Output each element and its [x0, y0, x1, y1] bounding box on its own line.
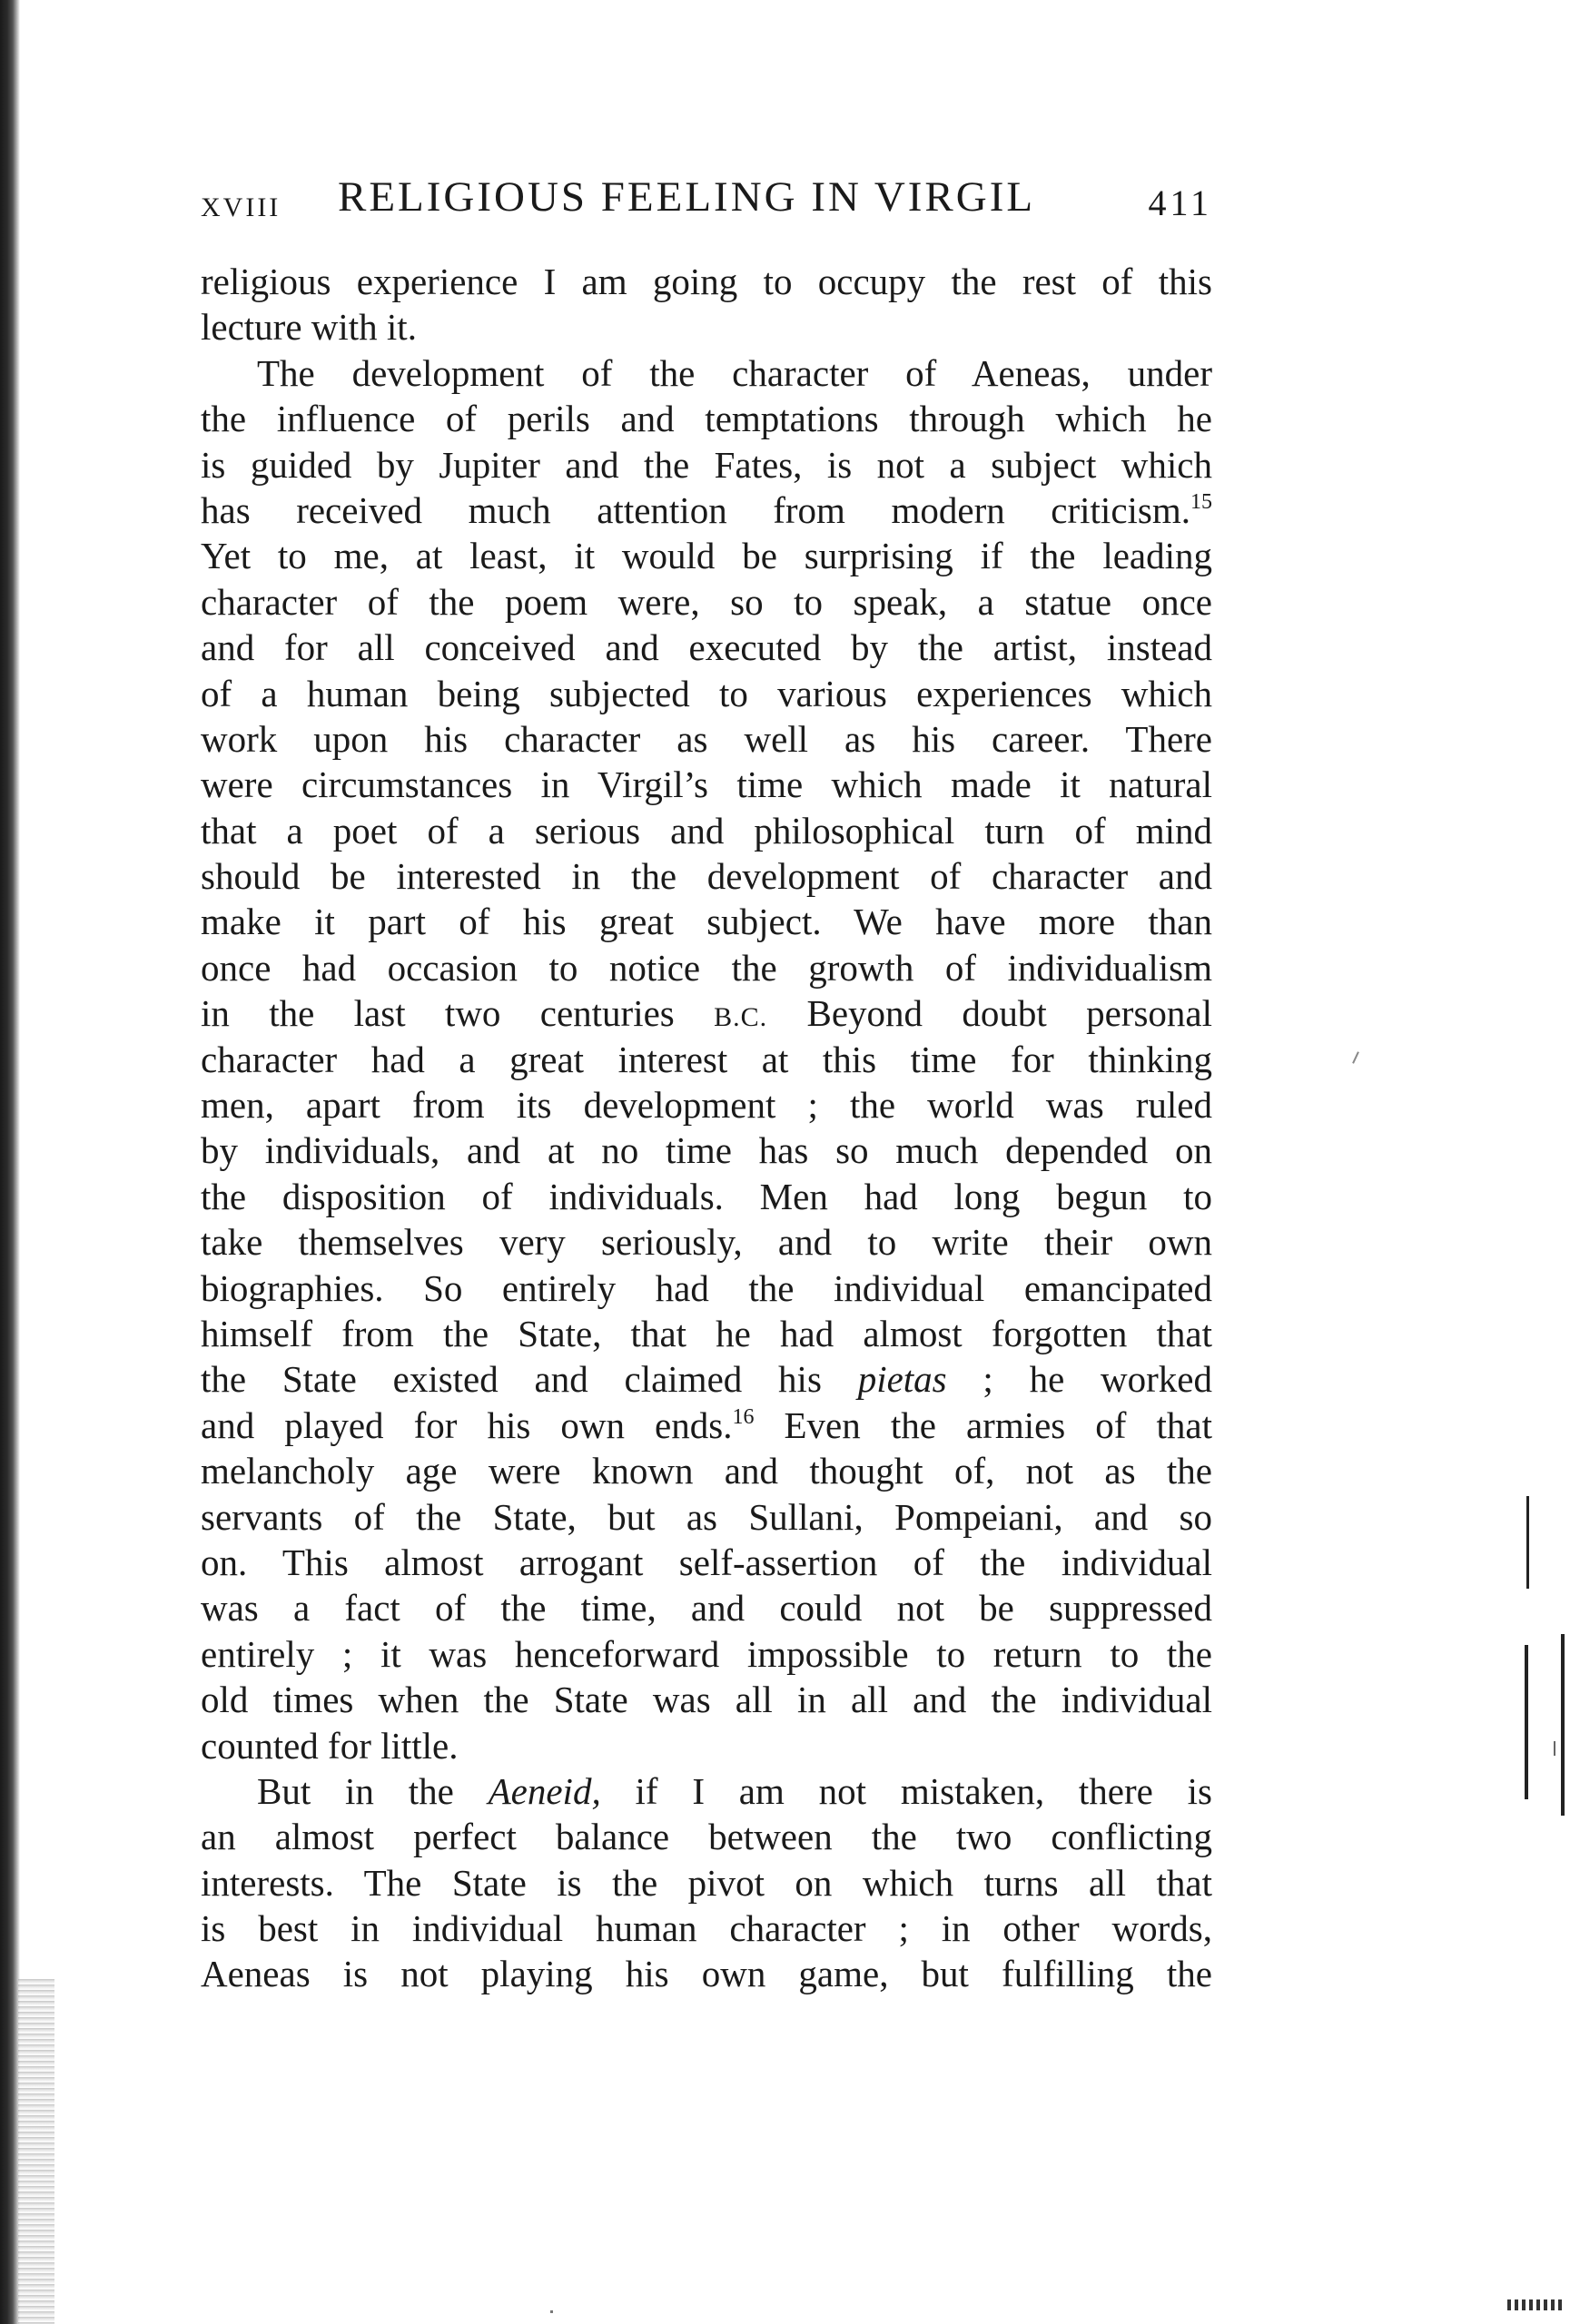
page-header: [201, 172, 1212, 236]
margin-mark: [1525, 1645, 1528, 1799]
text-line: biographies. So entirely had the individual emancipated: [201, 1266, 1212, 1309]
margin-mark: [1352, 1051, 1359, 1064]
text-line: Aeneas is not playing his own game, but fulfilling the: [201, 1953, 1212, 1995]
text-line: and for all conceived and executed by the artist, instead: [201, 626, 1212, 669]
italic-pietas: pietas: [857, 1358, 947, 1401]
margin-mark: [1561, 1634, 1565, 1816]
text-line: servants of the State, but as Sullani, Pompeiani, and so: [201, 1495, 1212, 1538]
text-line: [201, 1403, 1212, 1448]
text-line: [201, 1356, 1212, 1402]
chapter-number: XVIII: [201, 192, 281, 222]
italic-aeneid: Aeneid,: [488, 1769, 601, 1812]
text-line: the influence of perils and temptations through which he: [201, 398, 1212, 440]
text-segment: the State existed and claimed his: [201, 1358, 822, 1401]
text-line: [201, 990, 1212, 1036]
text-line: melancholy age were known and thought of, not as the: [201, 1450, 1212, 1492]
body-text: [201, 259, 1212, 1997]
text-line: by individuals, and at no time has so much depended on: [201, 1129, 1212, 1172]
text-line: should be interested in the development of character and: [201, 855, 1212, 898]
text-line: men, apart from its development ; the world was ruled: [201, 1084, 1212, 1127]
text-line: character had a great interest at this time for thinking: [201, 1038, 1212, 1080]
text-line: [201, 487, 1212, 533]
text-line: once had occasion to notice the growth of individualism: [201, 946, 1212, 989]
margin-mark: [550, 2310, 553, 2313]
text-line: religious experience I am going to occupy the rest of this: [201, 261, 1212, 302]
text-line: work upon his character as well as his career. There: [201, 717, 1212, 760]
text-line: an almost perfect balance between the two conflicting: [201, 1816, 1212, 1858]
text-segment: ; he worked: [982, 1358, 1212, 1401]
text-line: lecture with it.: [201, 306, 417, 349]
text-segment: But in the: [257, 1769, 454, 1812]
text-line: were circumstances in Virgil’s time which made it natural: [201, 763, 1212, 806]
text-line: take themselves very seriously, and to write their own: [201, 1221, 1212, 1264]
footnote-ref[interactable]: 16: [732, 1404, 755, 1429]
text-segment: in the last two centuries: [201, 992, 675, 1035]
margin-mark: [1554, 1741, 1555, 1756]
text-line: of a human being subjected to various experiences which: [201, 672, 1212, 714]
text-segment: has received much attention from modern criticism.: [201, 488, 1190, 531]
page-number: 411: [1148, 182, 1212, 223]
text-line: was a fact of the time, and could not be suppressed: [201, 1587, 1212, 1630]
small-caps-bc: B.C.: [714, 1002, 768, 1033]
text-segment: if I am not mistaken, there is: [635, 1769, 1212, 1812]
text-line: entirely ; it was henceforward impossible to return to the: [201, 1632, 1212, 1675]
text-segment: Even the armies of that: [784, 1403, 1212, 1446]
text-line: Yet to me, at least, it would be surprising if the leading: [201, 535, 1212, 577]
binding-edge: [0, 0, 20, 2324]
text-line: is guided by Jupiter and the Fates, is not a subject which: [201, 443, 1212, 486]
text-line: interests. The State is the pivot on which turns all that: [201, 1861, 1212, 1904]
text-segment: and played for his own ends.: [201, 1403, 733, 1446]
margin-mark: [1526, 1496, 1529, 1589]
text-line: that a poet of a serious and philosophical turn of mind: [201, 809, 1212, 852]
text-line: old times when the State was all in all and the individual: [201, 1679, 1212, 1721]
margin-mark: [1507, 2299, 1564, 2310]
binding-shadow: [18, 1979, 54, 2324]
text-line: himself from the State, that he had almost forgotten that: [201, 1312, 1212, 1354]
text-line: the disposition of individuals. Men had long begun to: [201, 1175, 1212, 1217]
running-title: RELIGIOUS FEELING IN VIRGIL: [338, 173, 1036, 221]
text-line: character of the poem were, so to speak, a statue once: [201, 580, 1212, 623]
text-line: [201, 1768, 1212, 1814]
text-segment: Beyond doubt personal: [806, 992, 1212, 1035]
text-line: make it part of his great subject. We have more than: [201, 901, 1212, 943]
text-line: counted for little.: [201, 1724, 459, 1767]
text-line: on. This almost arrogant self-assertion of the individual: [201, 1541, 1212, 1583]
text-line: The development of the character of Aeneas, under: [257, 351, 1212, 394]
footnote-ref[interactable]: 15: [1190, 489, 1212, 514]
text-line: is best in individual human character ; in other words,: [201, 1907, 1212, 1950]
